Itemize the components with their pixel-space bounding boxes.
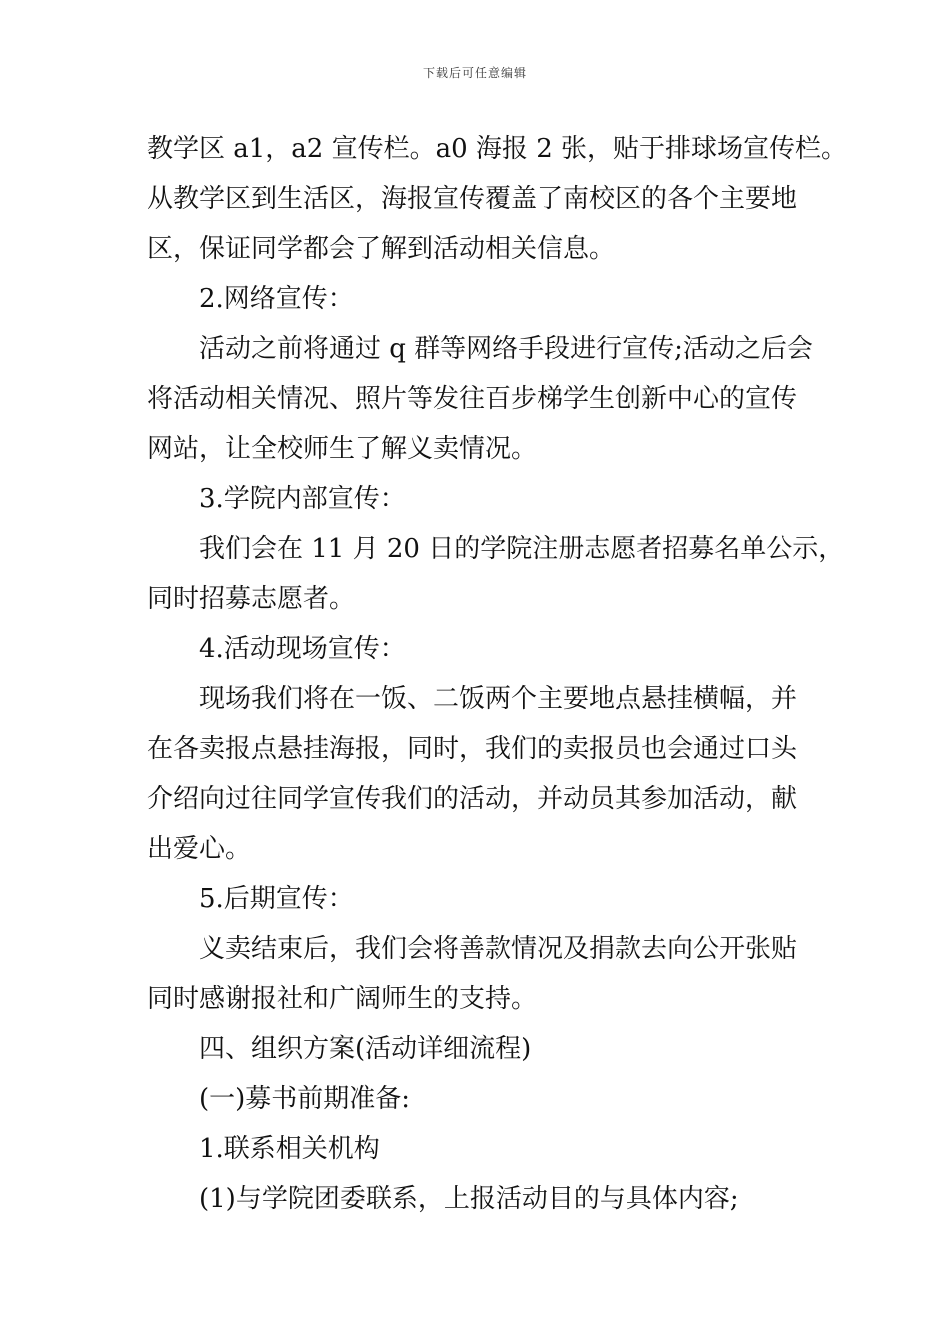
text-line: 介绍向过往同学宣传我们的活动，并动员其参加活动，献 — [147, 784, 798, 814]
section-heading: 2.网络宣传： — [199, 284, 354, 314]
section-heading: 4.活动现场宣传： — [199, 634, 406, 664]
page-header: 下载后可任意编辑 — [422, 66, 527, 80]
text-line: 在各卖报点悬挂海报，同时，我们的卖报员也会通过口头 — [147, 734, 798, 764]
text-line: 同时感谢报社和广阔师生的支持。 — [147, 984, 538, 1014]
text-line: 网站，让全校师生了解义卖情况。 — [147, 434, 538, 464]
section-heading: 5.后期宣传： — [199, 884, 354, 914]
text-line: 现场我们将在一饭、二饭两个主要地点悬挂横幅，并 — [199, 684, 798, 714]
text-line: 同时招募志愿者。 — [147, 584, 356, 614]
document-body — [147, 124, 847, 1224]
text-line: 活动之前将通过 q 群等网络手段进行宣传;活动之后会 — [199, 334, 813, 364]
text-line: 区，保证同学都会了解到活动相关信息。 — [147, 234, 616, 264]
text-line: 我们会在 11 月 20 日的学院注册志愿者招募名单公示， — [199, 534, 845, 564]
text-line: 出爱心。 — [147, 834, 252, 864]
section-heading: 3.学院内部宣传： — [199, 484, 406, 514]
subsection-heading: 1.联系相关机构 — [199, 1134, 380, 1164]
text-line: 从教学区到生活区，海报宣传覆盖了南校区的各个主要地 — [147, 184, 798, 214]
text-line: (1)与学院团委联系，上报活动目的与具体内容; — [199, 1184, 739, 1214]
text-line: 义卖结束后，我们会将善款情况及捐款去向公开张贴 — [199, 934, 798, 964]
section-heading: 四、组织方案(活动详细流程) — [199, 1034, 532, 1064]
text-line: 将活动相关情况、照片等发往百步梯学生创新中心的宣传 — [147, 384, 798, 414]
subsection-heading: (一)募书前期准备: — [199, 1084, 411, 1114]
text-line: 教学区 a1，a2 宣传栏。a0 海报 2 张，贴于排球场宣传栏。 — [147, 134, 847, 164]
